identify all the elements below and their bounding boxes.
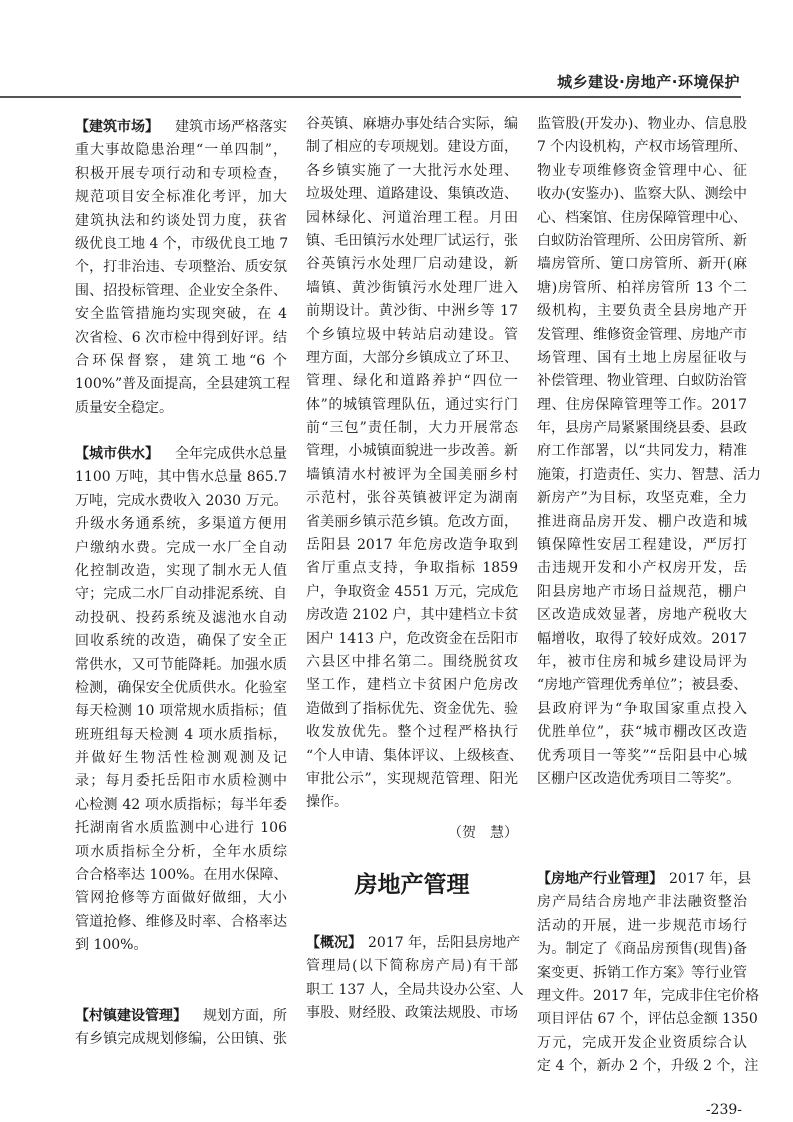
line-text: 岳阳县 2017 年危房改造争取到 (306, 537, 518, 554)
line-text: 墙镇清水村被评为全国美丽乡村 (306, 466, 518, 483)
section-title: 房地产管理 (354, 871, 470, 898)
text-line (306, 604, 518, 627)
paragraph (537, 113, 761, 791)
text-line (75, 163, 287, 186)
line-text: 垃圾处理、道路建设、集镇改造、 (306, 186, 518, 203)
line-text: 级机构，主要负责全县房地产开 (537, 303, 747, 320)
text-line (306, 394, 518, 417)
text-line (537, 534, 747, 557)
running-head: 城乡建设·房地产·环境保护 (557, 73, 740, 91)
text-line (306, 417, 518, 440)
paragraph (306, 113, 524, 815)
text-line (306, 230, 518, 253)
line-text: 优胜单位”，获“城市棚改区改造 (537, 724, 747, 741)
line-text: 户，争取资金 4551 万元，完成危 (306, 583, 519, 600)
line-text: 前期设计。黄沙街、中洲乡等 17 (306, 303, 518, 320)
line-text: 幅增收，取得了较好成效。2017 (537, 630, 747, 647)
text-line (537, 300, 747, 323)
line-text: 优秀项目一等奖”“岳阳县中心城 (537, 747, 747, 764)
line-text: 职工 137 人，全局共设办公室、人 (306, 981, 524, 998)
line-text: 监管股(开发办)、物业办、信息股 (537, 116, 747, 132)
text-line (537, 628, 747, 651)
line-text: 级优良工地 4 个，市级优良工地 7 (75, 235, 289, 252)
line-text: 困户 1413 户，危改资金在岳阳市 (306, 630, 519, 647)
paragraph (537, 868, 760, 1079)
line-text: 年，被市住房和城乡建设局评为 (537, 653, 747, 670)
line-text: 前“三包”责任制，大力开展常态 (306, 420, 518, 437)
text-line (75, 327, 287, 350)
text-line (306, 932, 521, 955)
line-text: 省厅重点支持，争取指标 1859 (306, 560, 518, 577)
text-line (537, 394, 747, 417)
text-line (306, 955, 518, 978)
line-text: 项目评估 67 个，评估总金额 1350 (537, 1011, 758, 1028)
text-line (537, 370, 747, 393)
line-text: 活动的开展，进一步规范市场行 (537, 917, 747, 934)
section-label: 【建筑市场】 (75, 119, 159, 135)
line-text: 项水质指标全分析，全年水质综 (75, 843, 287, 860)
text-line (75, 934, 287, 957)
line-text: 万吨，完成水费收入 2030 万元。 (75, 492, 288, 509)
line-text: 事股、财经股、政策法规股、市场 (306, 1005, 518, 1022)
line-text: 全年完成供水总量 (175, 446, 287, 462)
text-line (306, 160, 518, 183)
line-text: 施策，打造责任、实力、智慧、活力 (537, 466, 761, 483)
text-line (537, 915, 747, 938)
line-text: 个乡镇垃圾中转站启动建设。管 (306, 326, 518, 343)
line-text: 合环保督察，建筑工地“6 个 (75, 352, 287, 369)
text-line (537, 1032, 747, 1055)
text-line (75, 490, 287, 513)
text-line (306, 183, 518, 206)
text-line (537, 230, 747, 253)
line-text: 镇、毛田镇污水处理厂试运行，张 (306, 232, 518, 249)
line-text: 户缴纳水费。完成一水厂全自动 (75, 539, 287, 556)
line-text: 谷英镇、麻塘办事处结合实际，编 (306, 116, 518, 132)
line-text: 阳县房地产市场日益规范，棚户 (537, 583, 747, 600)
line-text: 录；每月委托岳阳市水质检测中 (75, 773, 287, 790)
line-text: 次省检、6 次市检中得到好评。结 (75, 329, 287, 346)
line-text: 7 个内设机构，产权市场管理所、 (537, 139, 747, 156)
text-line (537, 440, 747, 463)
text-line (306, 791, 518, 814)
line-text: 化控制改造，实现了制水无人值 (75, 562, 287, 579)
line-text: 万元，完成开发企业资质综合认 (537, 1034, 747, 1051)
header-rule (0, 96, 741, 98)
text-line (306, 721, 518, 744)
text-line (537, 768, 747, 791)
text-line (75, 794, 287, 817)
text-line (75, 186, 287, 209)
text-line (75, 256, 287, 279)
line-text: 心检测 42 项水质指标；每半年委 (75, 796, 287, 813)
line-text: 100%”普及面提高，全县建筑工程 (75, 376, 291, 393)
line-text: 为。制定了《商品房预售(现售)备 (537, 941, 747, 958)
line-text: 规划方面，所 (203, 1008, 287, 1024)
text-line (306, 253, 518, 276)
line-text: 管理、绿化和道路养护“四位一 (306, 373, 518, 390)
text-line (75, 443, 287, 466)
text-line (306, 651, 518, 674)
line-text: 回收系统的改造，确保了安全正 (75, 633, 287, 650)
text-line (537, 347, 747, 370)
text-line (537, 721, 747, 744)
line-text: 墙房管所、筻口房管所、新开(麻 (537, 256, 747, 273)
text-line (75, 233, 287, 256)
text-line (537, 160, 747, 183)
text-line (75, 537, 287, 560)
text-line (75, 139, 287, 162)
line-text: 示范村，张谷英镇被评定为湖南 (306, 490, 518, 507)
line-text: 建筑市场严格落实 (175, 119, 287, 135)
text-line (537, 674, 747, 697)
text-line (537, 277, 747, 300)
line-text: 2017 年，县 (669, 871, 752, 887)
text-line (75, 654, 287, 677)
line-text: “房地产管理优秀单位”；被县委、 (537, 677, 748, 694)
text-line (75, 513, 287, 536)
text-line (75, 911, 287, 934)
text-line (537, 1008, 758, 1031)
line-text: 2017 年，岳阳县房地产 (368, 935, 521, 951)
text-line (537, 651, 747, 674)
author-signature: （贺 慧） (448, 825, 518, 841)
line-text: 理方面，大部分乡镇成立了环卫、 (306, 349, 518, 366)
text-line (306, 324, 518, 347)
line-text: 班班组每天检测 4 项水质指标， (75, 726, 287, 743)
text-line (306, 768, 518, 791)
line-text: 墙镇、黄沙街镇污水处理厂进入 (306, 279, 518, 296)
line-text: 场管理、国有土地上房屋征收与 (537, 349, 747, 366)
line-text: 区棚户区改造优秀项目二等奖”。 (537, 770, 741, 787)
page-number: -239- (705, 1102, 742, 1118)
line-text: 塘)房管所、柏祥房管所 13 个二 (537, 279, 747, 296)
text-line (306, 136, 518, 159)
line-text: 区改造成效显著，房地产税收大 (537, 607, 747, 624)
text-line (75, 280, 287, 303)
text-line (537, 745, 747, 768)
text-line (537, 183, 747, 206)
line-text: 谷英镇污水处理厂启动建设，新 (306, 256, 518, 273)
line-text: “个人申请、集体评议、上级核查、 (306, 747, 524, 764)
text-line (75, 677, 287, 700)
text-line (306, 745, 524, 768)
line-text: 收发放优先。整个过程严格执行 (306, 724, 518, 741)
text-line (537, 417, 747, 440)
text-line (75, 607, 287, 630)
text-line (537, 891, 747, 914)
line-text: 补偿管理、物业管理、白蚁防治管 (537, 373, 747, 390)
text-line (306, 113, 518, 136)
paragraph (306, 932, 524, 1026)
text-line (537, 113, 747, 136)
text-line (306, 347, 518, 370)
text-line (537, 962, 747, 985)
text-line (306, 464, 518, 487)
line-text: 击违规开发和小产权房开发，岳 (537, 560, 747, 577)
line-text: 1100 万吨，其中售水总量 865.7 (75, 469, 287, 486)
section-label: 【概况】 (306, 935, 362, 951)
line-text: 园林绿化、河道治理工程。月田 (306, 209, 518, 226)
text-line (75, 303, 287, 326)
line-text: 个，打非治违、专项整治、质安氛 (75, 259, 287, 276)
text-line (306, 300, 518, 323)
text-line (75, 350, 287, 373)
text-line (537, 464, 761, 487)
text-line (75, 1005, 287, 1028)
text-line (537, 557, 747, 580)
line-text: 管网抢修等方面做好做细，大小 (75, 890, 287, 907)
text-line (306, 511, 518, 534)
text-line (75, 397, 287, 420)
line-text: 合合格率达 100%。在用水保障、 (75, 867, 288, 884)
line-text: 心、档案馆、住房保障管理中心、 (537, 209, 747, 226)
line-text: 推进商品房开发、棚户改造和城 (537, 513, 747, 530)
text-line (306, 581, 518, 604)
line-text: 省美丽乡镇示范乡镇。危改方面， (306, 513, 518, 530)
text-line (306, 674, 518, 697)
text-line (537, 698, 747, 721)
line-text: 管理局(以下简称房产局)有干部 (306, 958, 518, 975)
text-line (75, 700, 287, 723)
text-line (537, 253, 747, 276)
line-text: 升级水务通系统，多渠道方便用 (75, 516, 287, 533)
line-text: 审批公示”，实现规范管理、阳光 (306, 770, 518, 787)
line-text: 检测，确保安全优质供水。化验室 (75, 679, 287, 696)
text-line (537, 511, 747, 534)
text-line (306, 698, 518, 721)
line-text: 发管理、维修资金管理、房地产市 (537, 326, 747, 343)
section-label: 【房地产行业管理】 (537, 871, 663, 887)
text-line (306, 440, 518, 463)
text-line (75, 560, 287, 583)
text-line (306, 370, 518, 393)
line-text: 管道抢修、维修及时率、合格率达 (75, 913, 287, 930)
text-line (75, 770, 287, 793)
text-line (537, 985, 760, 1008)
line-text: 操作。 (306, 794, 348, 811)
line-text: 白蚁防治管理所、公田房管所、新 (537, 232, 747, 249)
text-line (306, 557, 518, 580)
line-text: 收办(安鉴办)、监察大队、测绘中 (537, 186, 747, 203)
text-line (75, 841, 287, 864)
text-line (75, 864, 287, 887)
text-line (537, 136, 747, 159)
line-text: 新房产”为目标，攻坚克难，全力 (537, 490, 747, 507)
line-text: 建筑执法和约谈处罚力度，获省 (75, 212, 287, 229)
text-line (75, 373, 291, 396)
paragraph (75, 116, 291, 420)
line-text: 案变更、拆销工作方案》等行业管 (537, 964, 747, 981)
text-line (75, 887, 287, 910)
text-line (75, 817, 287, 840)
line-text: 府工作部署，以“共同发力，精准 (537, 443, 747, 460)
line-text: 坚工作，建档立卡贫困户危房改 (306, 677, 518, 694)
line-text: 动投矾、投药系统及滤池水自动 (75, 609, 287, 626)
line-text: 造做到了指标优先、资金优先、验 (306, 700, 518, 717)
section-label: 【城市供水】 (75, 446, 159, 462)
line-text: 理文件。2017 年，完成非住宅价格 (537, 987, 760, 1004)
line-text: 围、招投标管理、企业安全条件、 (75, 282, 287, 299)
text-line (537, 207, 747, 230)
text-line (75, 630, 287, 653)
line-text: 重大事故隐患治理“一单四制”， (75, 142, 287, 159)
line-text: 到 100%。 (75, 937, 148, 954)
text-line (306, 487, 518, 510)
text-line (75, 747, 287, 770)
paragraph (75, 443, 287, 958)
text-line (75, 210, 287, 233)
line-text: 守；完成二水厂自动排泥系统、自 (75, 586, 287, 603)
line-text: 理、住房保障管理等工作。2017 (537, 396, 747, 413)
line-text: 常供水，又可节能降耗。加强水质 (75, 656, 287, 673)
text-line (537, 1055, 759, 1078)
text-line (75, 724, 287, 747)
line-text: 制了相应的专项规划。建设方面， (306, 139, 518, 156)
text-line (306, 277, 518, 300)
text-line (537, 604, 747, 627)
text-line (537, 487, 747, 510)
line-text: 各乡镇实施了一大批污水处理、 (306, 162, 518, 179)
line-text: 质量安全稳定。 (75, 399, 173, 416)
text-line (306, 1002, 518, 1025)
line-text: 物业专项维修资金管理中心、征 (537, 162, 747, 179)
text-line (75, 466, 287, 489)
line-text: 房产局结合房地产非法融资整治 (537, 894, 747, 911)
line-text: 定 4 个，新办 2 个，升级 2 个，注 (537, 1058, 759, 1075)
line-text: 积极开展专项行动和专项检查， (75, 165, 287, 182)
line-text: 有乡镇完成规划修编，公田镇、张 (75, 1031, 287, 1048)
text-line (306, 207, 518, 230)
text-line (75, 1028, 287, 1051)
text-line (537, 868, 752, 891)
line-text: 六县区中排名第二。围绕脱贫攻 (306, 653, 518, 670)
line-text: 管理，小城镇面貌进一步改善。新 (306, 443, 518, 460)
text-line (306, 979, 524, 1002)
line-text: 体”的城镇管理队伍，通过实行门 (306, 396, 518, 413)
line-text: 规范项目安全标准化考评，加大 (75, 189, 287, 206)
text-line (306, 628, 518, 651)
line-text: 年，县房产局紧紧围绕县委、县政 (537, 420, 747, 437)
text-line (537, 938, 747, 961)
paragraph (75, 1005, 287, 1052)
line-text: 并做好生物活性检测观测及记 (75, 750, 287, 767)
line-text: 安全监管措施均实现突破，在 4 (75, 306, 287, 323)
text-line (537, 581, 747, 604)
line-text: 每天检测 10 项常规水质指标；值 (75, 703, 287, 720)
line-text: 县政府评为“争取国家重点投入 (537, 700, 747, 717)
line-text: 镇保障性安居工程建设，严厉打 (537, 537, 747, 554)
line-text: 房改造 2102 户，其中建档立卡贫 (306, 607, 519, 624)
text-line (75, 116, 287, 139)
text-line (75, 583, 287, 606)
text-line (537, 324, 747, 347)
section-label: 【村镇建设管理】 (75, 1008, 187, 1024)
line-text: 托湖南省水质监测中心进行 106 (75, 820, 287, 837)
text-line (306, 534, 518, 557)
